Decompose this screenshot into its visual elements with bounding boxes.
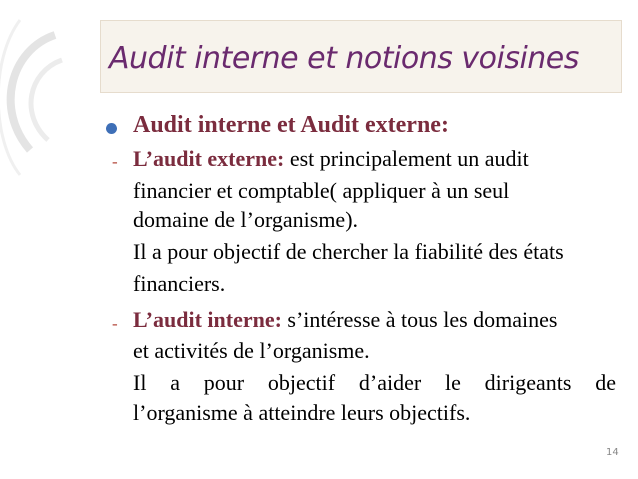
- dash-marker: -: [112, 152, 118, 171]
- item-text: s’intéresse à tous les domaines: [281, 307, 558, 332]
- term-label: L’audit externe:: [133, 146, 285, 171]
- slide-title: Audit interne et notions voisines: [109, 41, 579, 76]
- section-heading: Audit interne et Audit externe:: [133, 112, 449, 138]
- item-line: domaine de l’organisme).: [133, 207, 359, 232]
- item-text: est principalement un audit: [284, 146, 529, 171]
- item-line: [133, 146, 529, 172]
- item-paragraph-line: Il a pour objectif d’aider le dirigeants de: [133, 370, 616, 395]
- page-number: 14: [606, 447, 619, 458]
- item-paragraph-line: Il a pour objectif de chercher la fiabilité des états: [133, 239, 564, 264]
- bullet-icon: [106, 123, 117, 134]
- item-paragraph-line: financiers.: [133, 271, 226, 296]
- item-line: [133, 307, 557, 333]
- term-label: L’audit interne:: [133, 307, 282, 332]
- item-paragraph-line: l’organisme à atteindre leurs objectifs.: [133, 400, 471, 425]
- dash-marker: -: [112, 314, 118, 333]
- item-line: et activités de l’organisme.: [133, 338, 370, 363]
- item-line: financier et comptable( appliquer à un seul: [133, 178, 510, 203]
